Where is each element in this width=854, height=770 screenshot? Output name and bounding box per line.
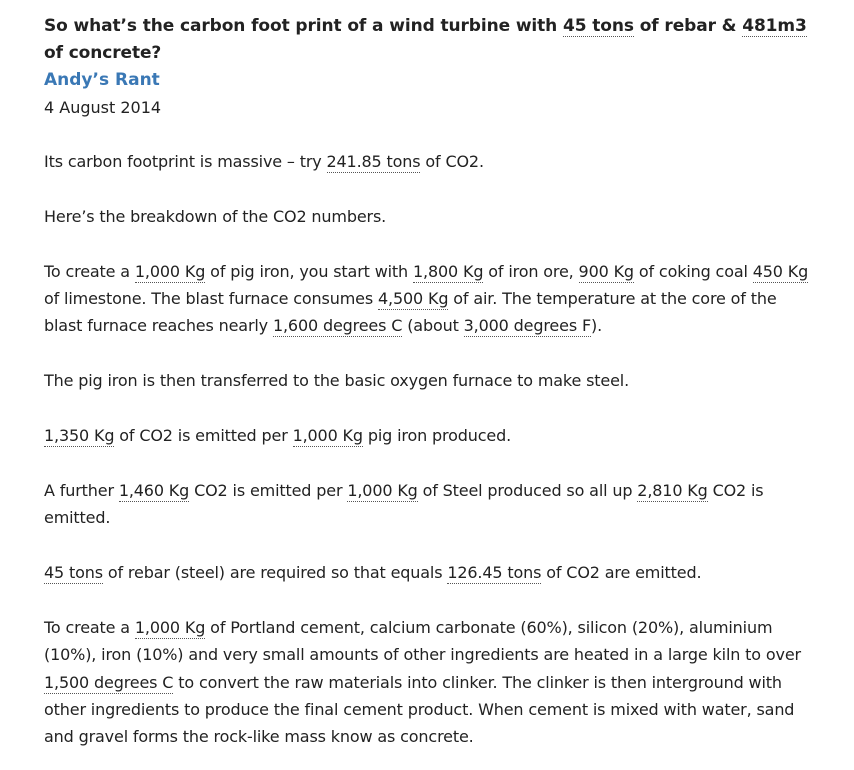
paragraph-8: To create a 1,000 Kg of Portland cement, calcium carbonate (60%), silicon (20%), aluminium (10%), iron (10%) and very small amounts of other ingredients are heated in a large kiln to over 1,500 degrees C to convert the raw materials into clinker. The clinker is then interground with other ingredients to produce the final cement product. When cement is mixed with water, sand and gravel forms the rock-like mass know as concrete. <box>44 617 801 747</box>
unit-link[interactable]: 4,500 Kg <box>377 289 449 308</box>
author-link[interactable]: Andy’s Rant <box>44 70 160 90</box>
unit-link[interactable]: 1,000 Kg <box>347 480 418 500</box>
unit-link[interactable]: 241.85 tons <box>326 152 421 171</box>
title-text: So what’s the carbon foot print of a wind turbine with <box>44 16 563 36</box>
unit-link[interactable]: 1,000 Kg <box>292 426 363 445</box>
unit-link[interactable]: 900 Kg <box>578 261 634 281</box>
title-text: of concrete? <box>44 43 162 63</box>
unit-link[interactable]: 481m3 <box>742 16 807 36</box>
paragraph-1: Its carbon footprint is massive – try 241.85 tons of CO2. <box>44 152 484 171</box>
paragraph-2: Here’s the breakdown of the CO2 numbers. <box>44 206 387 226</box>
unit-link[interactable]: 45 tons <box>563 16 634 36</box>
paragraph-6: A further 1,460 Kg CO2 is emitted per 1,000 Kg of Steel produced so all up 2,810 Kg CO2 is emitted. <box>44 480 764 528</box>
paragraph-3: To create a 1,000 Kg of pig iron, you start with 1,800 Kg of iron ore, 900 Kg of coking coal 450 Kg of limestone. The blast furnace consumes 4,500 Kg of air. The temperature at the core of the blast furnace reaches nearly 1,600 degrees C (about 3,000 degrees F). <box>44 261 809 336</box>
unit-link[interactable]: 1,600 degrees C <box>272 316 403 336</box>
paragraph-7: 45 tons of rebar (steel) are required so that equals 126.45 tons of CO2 are emitted. <box>44 563 702 582</box>
title-text: of rebar & <box>633 16 743 36</box>
paragraph-4: The pig iron is then transferred to the basic oxygen furnace to make steel. <box>44 371 630 391</box>
unit-link[interactable]: 1,000 Kg <box>134 617 206 637</box>
unit-link[interactable]: 1,500 degrees C <box>44 672 174 692</box>
unit-link[interactable]: 1,800 Kg <box>412 261 484 281</box>
post-date: 4 August 2014 <box>44 98 162 117</box>
unit-link[interactable]: 1,350 Kg <box>44 426 115 445</box>
unit-link[interactable]: 45 tons <box>44 563 103 582</box>
unit-link[interactable]: 126.45 tons <box>447 563 542 582</box>
unit-link[interactable]: 3,000 degrees F <box>463 316 591 336</box>
unit-link[interactable]: 1,000 Kg <box>134 261 206 281</box>
unit-link[interactable]: 450 Kg <box>752 261 809 281</box>
paragraph-5: 1,350 Kg of CO2 is emitted per 1,000 Kg pig iron produced. <box>44 426 512 445</box>
unit-link[interactable]: 2,810 Kg <box>637 480 708 500</box>
article-title <box>44 13 810 67</box>
article-body <box>44 148 810 751</box>
unit-link[interactable]: 1,460 Kg <box>118 480 190 500</box>
